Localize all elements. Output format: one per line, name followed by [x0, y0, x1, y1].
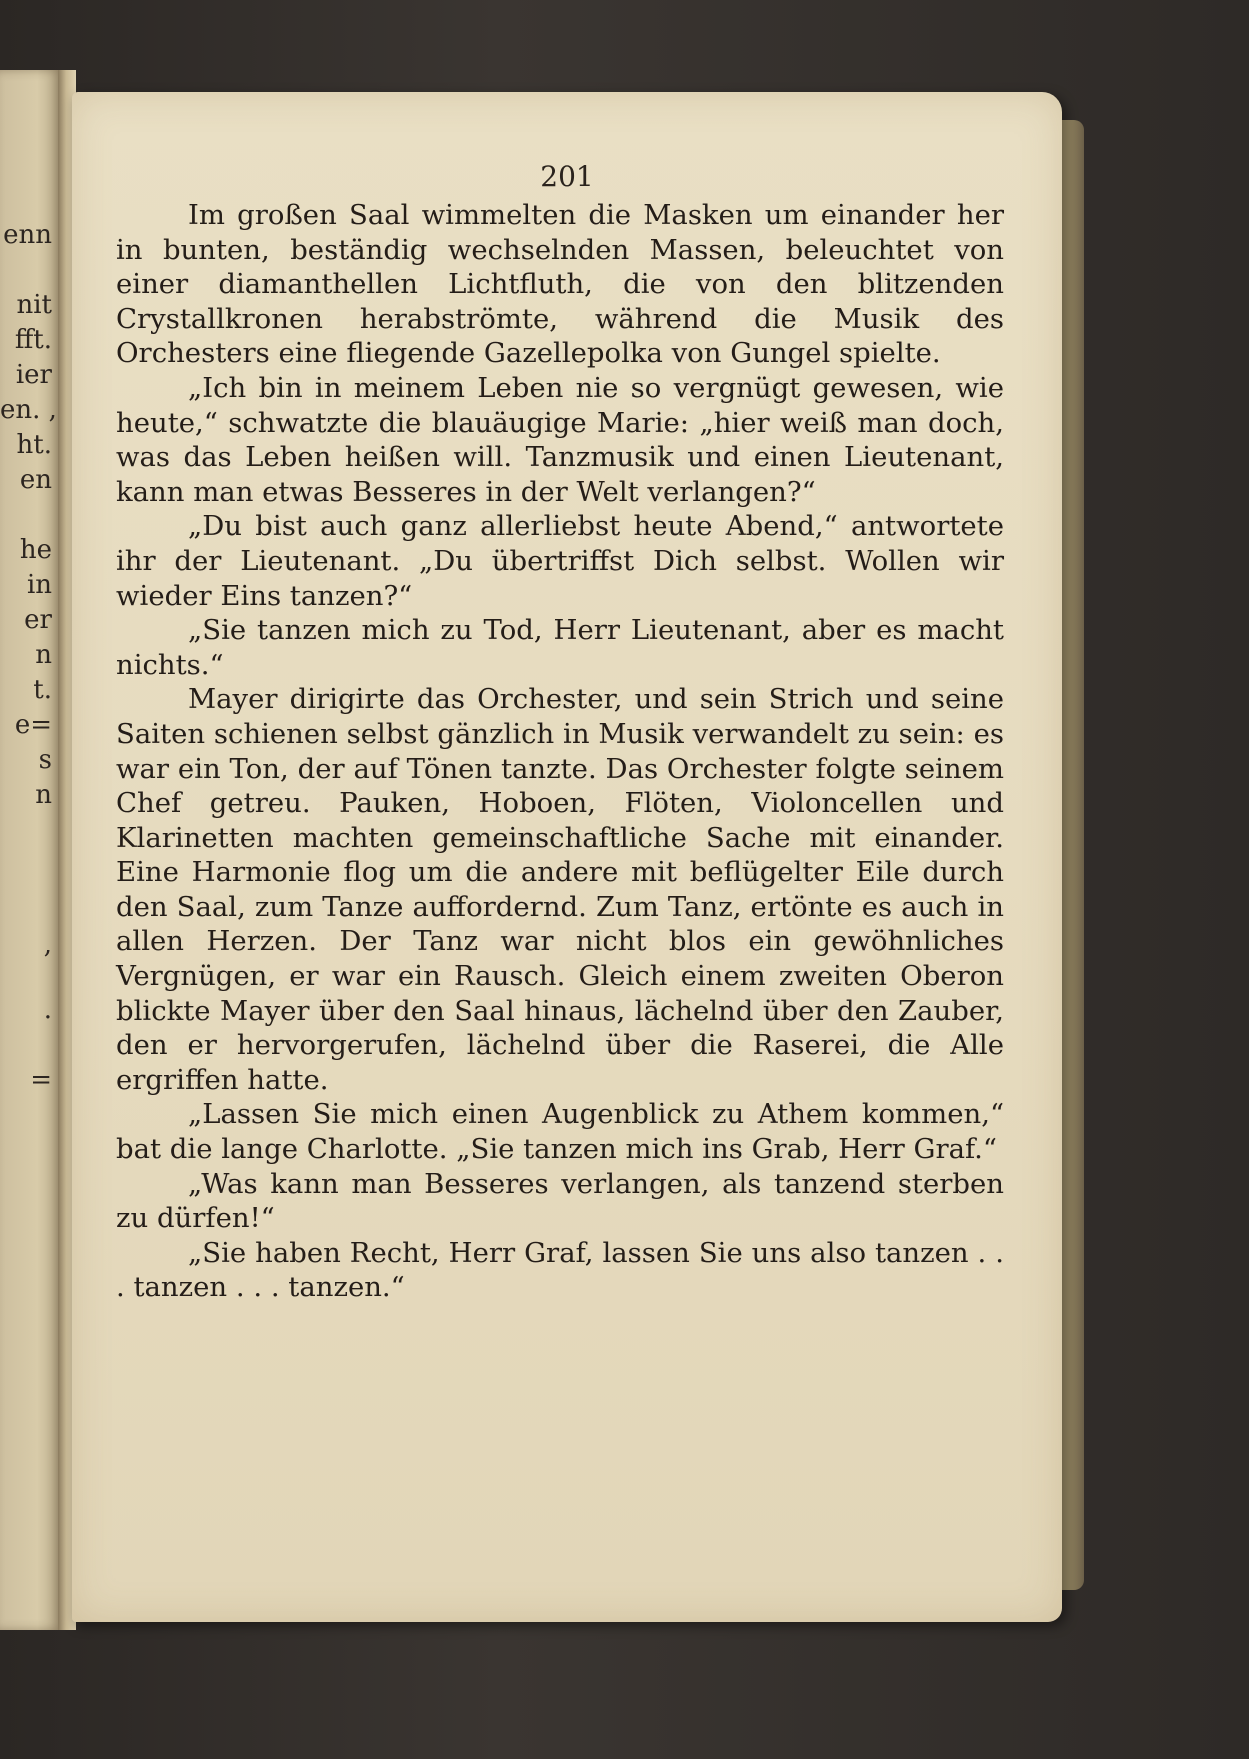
left-fragment-line: in: [26, 570, 52, 600]
left-fragment-line: he: [19, 535, 52, 565]
paragraph: „Ich bin in meinem Leben nie so vergnügt gewesen, wie heute,“ schwatzte die blauäugige Marie: „hier weiß man doch, was das Leben heißen will. Tanzmusik und einen Lieutenant, kann man etwas Besseres in der Welt verlangen?“: [116, 371, 1004, 508]
facing-page-fragment: [0, 70, 62, 1630]
left-fragment-line: en. ,: [0, 395, 57, 425]
paragraph: „Lassen Sie mich einen Augenblick zu Athem kommen,“ bat die lange Charlotte. „Sie tanzen mich ins Grab, Herr Graf.“: [116, 1098, 1004, 1166]
left-fragment-line: en: [19, 465, 52, 495]
page-text: [116, 198, 1004, 1305]
page-stack-edge: [1062, 120, 1084, 1590]
left-fragment-line: t.: [33, 675, 52, 705]
left-fragment-line: er: [24, 605, 52, 635]
left-fragment-line: enn: [3, 220, 52, 250]
paragraph: Mayer dirigirte das Orchester, und sein Strich und seine Saiten schienen selbst gänzlich in Musik verwandelt zu sein: es war ein Ton, der auf Tönen tanzte. Das Orchester folgte seinem Chef getreu. Pauken, Hoboen, Flöten, Violoncellen und Klarinetten machten gemeinschaftliche Sache mit einander. Eine Harmonie flog um die andere mit beflügelter Eile durch den Saal, zum Tanze auffordernd. Zum Tanz, ertönte es auch in allen Herzen. Der Tanz war nicht blos ein gewöhnliches Vergnügen, er war ein Rausch. Gleich einem zweiten Oberon blickte Mayer über den Saal hinaus, lächelnd über den Zauber, den er hervorgerufen, lächelnd über die Raserei, die Alle ergriffen hatte.: [116, 683, 1004, 1096]
left-fragment-line: .: [43, 995, 52, 1025]
page-number: 201: [540, 160, 594, 193]
left-fragment-line: ht.: [16, 430, 52, 460]
left-fragment-line: fft.: [14, 325, 52, 355]
left-fragment-line: ,: [43, 930, 52, 960]
left-fragment-line: s: [38, 745, 52, 775]
book-page: [72, 92, 1062, 1622]
paragraph: Im großen Saal wimmelten die Masken um einander her in bunten, beständig wechselnden Massen, beleuchtet von einer diamanthellen Lichtfluth, die von den blitzenden Crystallkronen herabströmte, während die Musik des Orchesters eine fliegende Gazellepolka von Gungel spielte.: [116, 199, 1004, 370]
left-fragment-line: n: [35, 640, 52, 670]
left-fragment-line: n: [35, 780, 52, 810]
left-fragment-line: e=: [14, 710, 52, 740]
left-fragment-line: nit: [16, 290, 52, 320]
left-fragment-line: ier: [15, 360, 52, 390]
paragraph: „Was kann man Besseres verlangen, als tanzend sterben zu dürfen!“: [116, 1167, 1004, 1235]
paragraph: „Sie tanzen mich zu Tod, Herr Lieutenant, aber es macht nichts.“: [116, 614, 1004, 681]
left-fragment-line: =: [30, 1065, 52, 1095]
paragraph: „Sie haben Recht, Herr Graf, lassen Sie uns also tanzen . . . tanzen . . . tanzen.“: [116, 1236, 1004, 1304]
paragraph: „Du bist auch ganz allerliebst heute Abend,“ antwortete ihr der Lieutenant. „Du übertriffst Dich selbst. Wollen wir wieder Eins tanzen?“: [116, 510, 1004, 612]
